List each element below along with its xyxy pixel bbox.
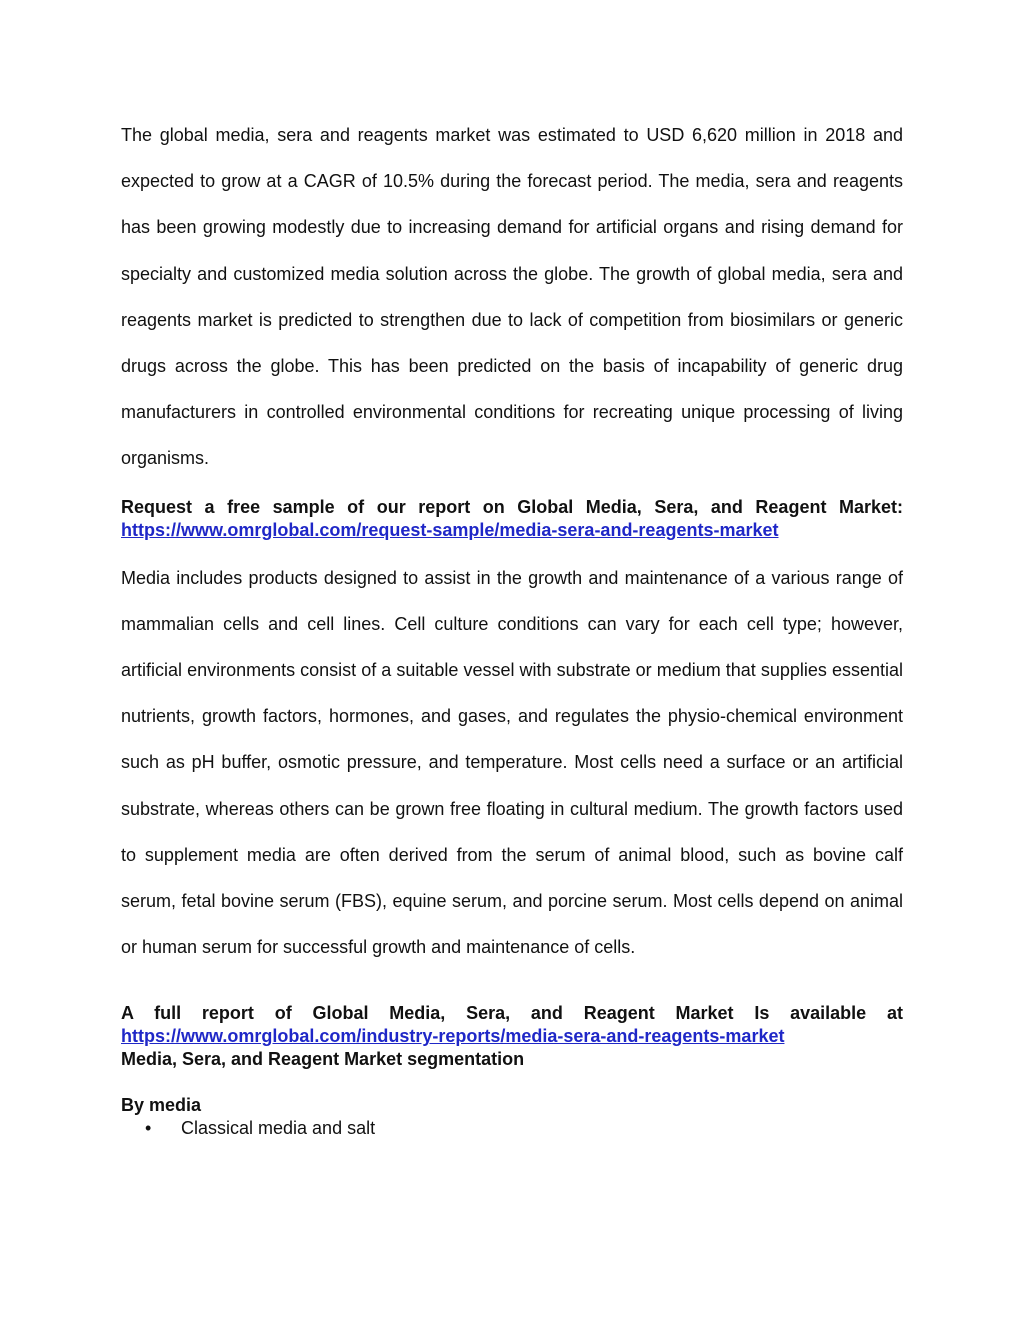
bullet-icon: • — [145, 1118, 152, 1139]
request-sample-link[interactable]: https://www.omrglobal.com/request-sample/media-sera-and-reagents-market — [121, 519, 779, 540]
full-report-heading: A full report of Global Media, Sera, and Reagent Market Is available at — [121, 1003, 903, 1024]
list-item-label: Classical media and salt — [181, 1118, 376, 1139]
intro-paragraph: The global media, sera and reagents market was estimated to USD 6,620 million in 2018 and expected to grow at a CAGR of 10.5% during the forecast period. The media, sera and reagents has been growing modestly due to increasing demand for artificial organs and rising demand for specialty and customized media solution across the globe. The growth of global media, sera and reagents market is predicted to strengthen due to lack of competition from biosimilars or generic drugs across the globe. This has been predicted on the basis of incapability of generic drug manufacturers in controlled environmental conditions for recreating unique processing of living organisms. — [121, 125, 903, 469]
by-media-list — [121, 1117, 903, 1140]
full-report-link[interactable]: https://www.omrglobal.com/industry-reports/media-sera-and-reagents-market — [121, 1026, 785, 1047]
media-description-paragraph: Media includes products designed to assist in the growth and maintenance of a various range of mammalian cells and cell lines. Cell culture conditions can vary for each cell type; however, artificial environments consist of a suitable vessel with substrate or medium that supplies essential nutrients, growth factors, hormones, and gases, and regulates the physio-chemical environment such as pH buffer, osmotic pressure, and temperature. Most cells need a surface or an artificial substrate, whereas others can be grown free floating in cultural medium. The growth factors used to supplement media are often derived from the serum of animal blood, such as bovine calf serum, fetal bovine serum (FBS), equine serum, and porcine serum. Most cells depend on animal or human serum for successful growth and maintenance of cells. — [121, 567, 903, 958]
document-page — [121, 112, 903, 1140]
list-item — [121, 1117, 903, 1140]
request-sample-section — [121, 496, 903, 542]
segmentation-heading: Media, Sera, and Reagent Market segmentation — [121, 1049, 525, 1070]
full-report-section — [121, 1002, 903, 1071]
by-media-heading: By media — [121, 1095, 202, 1116]
request-sample-heading: Request a free sample of our report on Global Media, Sera, and Reagent Market: — [121, 496, 903, 517]
